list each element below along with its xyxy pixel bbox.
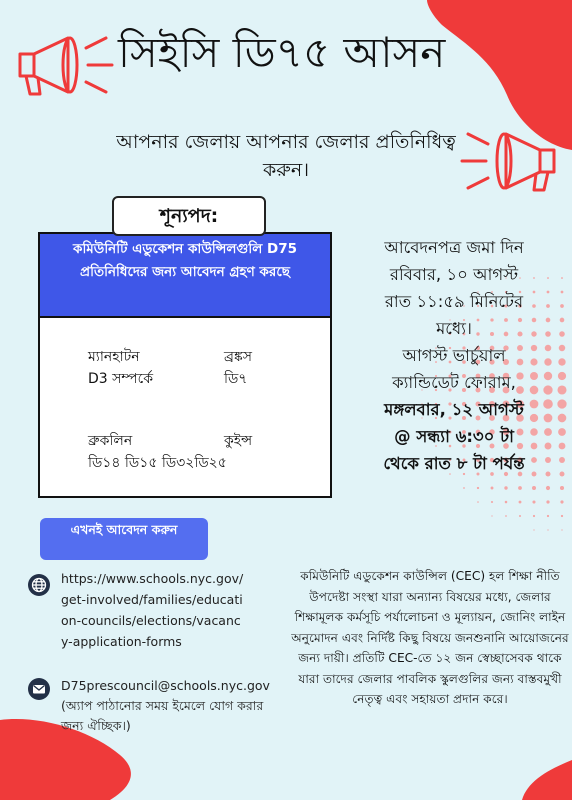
mail-icon bbox=[28, 678, 50, 700]
halftone-dot bbox=[561, 529, 562, 530]
vacancy-box bbox=[38, 232, 332, 498]
forum-date: মঙ্গলবার, ১২ আগস্ট bbox=[384, 400, 524, 419]
contact-email[interactable]: D75prescouncil@schools.nyc.gov bbox=[61, 678, 270, 693]
forum-time-end: থেকে রাত ৮ টা পর্যন্ত bbox=[383, 454, 525, 473]
halftone-dot bbox=[547, 529, 548, 530]
forum-time: @ সন্ধ্যা ৬:৩০ টা bbox=[394, 427, 514, 446]
apply-now-button[interactable]: এখনই আবেদন করুন bbox=[40, 518, 208, 560]
halftone-dot bbox=[463, 487, 465, 489]
application-link[interactable]: https://www.schools.nyc.gov/get-involved/families/education-councils/elections/vacancy-application-forms bbox=[61, 571, 244, 649]
page-title: সিইসি ডি৭৫ আসন bbox=[118, 28, 446, 77]
district-detail: ডি১৪ ডি১৫ ডি৩২ডি২৫ bbox=[88, 455, 227, 471]
district-detail: ডি৭ bbox=[224, 371, 248, 387]
halftone-dot bbox=[560, 486, 564, 490]
deadline-line: আগস্ট ভার্চুয়াল bbox=[402, 346, 506, 365]
contact-email-block bbox=[61, 676, 281, 736]
email-note: (অ্যাপ পাঠানোর সময় ইমেলে যোগ করার জন্য ঐচ্ছিক।) bbox=[61, 698, 264, 733]
halftone-dot bbox=[491, 501, 493, 503]
vacancy-box-header: কমিউনিটি এডুকেশন কাউন্সিলগুলি D75 প্রতিনিধিদের জন্য আবেদন গ্রহণ করছে bbox=[40, 234, 330, 318]
halftone-dot bbox=[546, 500, 549, 503]
deadline-line: রাত ১১:৫৯ মিনিটের bbox=[384, 292, 524, 311]
deadline-line: ক্যান্ডিডেট ফোরাম, bbox=[392, 373, 516, 392]
halftone-dot bbox=[491, 487, 494, 490]
halftone-dot bbox=[546, 486, 550, 490]
halftone-dot bbox=[477, 501, 479, 503]
halftone-dot bbox=[505, 501, 508, 504]
halftone-dot bbox=[560, 500, 563, 503]
halftone-dot bbox=[477, 487, 479, 489]
deadline-line: মধ্যে। bbox=[436, 319, 472, 338]
subtitle: আপনার জেলায় আপনার জেলার প্রতিনিধিত্ব করুন। bbox=[116, 131, 456, 181]
deadline-info bbox=[340, 234, 568, 477]
district-detail: D3 সম্পর্কে bbox=[88, 371, 154, 387]
halftone-dot bbox=[504, 486, 507, 489]
halftone-dot bbox=[533, 529, 534, 530]
globe-icon bbox=[28, 574, 50, 596]
halftone-dot bbox=[532, 486, 536, 490]
district-name: কুইন্স bbox=[224, 433, 253, 449]
megaphone-icon bbox=[8, 24, 116, 104]
deadline-line: আবেদনপত্র জমা দিন bbox=[384, 238, 524, 257]
halftone-dot bbox=[561, 515, 563, 517]
district-name: ব্রঙ্কস bbox=[224, 349, 252, 365]
halftone-dot bbox=[532, 500, 535, 503]
halftone-dot bbox=[518, 486, 522, 490]
halftone-dot bbox=[491, 515, 492, 516]
halftone-dot bbox=[533, 515, 535, 517]
cec-description: কমিউনিটি এডুকেশন কাউন্সিল (CEC) হল শিক্ষা নীতি উপদেষ্টা সংস্থা যারা অন্যান্য বিষয়ের মধ্যে, জেলার শিক্ষামূলক কর্মসূচি পর্যালোচনা ও মূল্যায়ন, জোনিং লাইন অনুমোদন এবং নির্দিষ্ট কিছু বিষয়ে জনশুনানি আয়োজনের জন্য দায়ী। প্রতিটি CEC-তে ১২ জন স্বেচ্ছাসেবক থাকে যারা তাদের জেলার পাবলিক স্কুলগুলির জন্য বাস্তবমুখী নেতৃত্ব এবং সহায়তা প্রদান করে। bbox=[291, 569, 569, 706]
halftone-dot bbox=[519, 501, 522, 504]
halftone-dot bbox=[519, 515, 521, 517]
district-name: ব্রুকলিন bbox=[88, 433, 133, 449]
halftone-dot bbox=[505, 515, 507, 517]
district-name: ম্যানহাটন bbox=[88, 349, 140, 365]
vacancy-label: শূন্যপদ: bbox=[112, 196, 266, 236]
red-blob-bottom-right bbox=[442, 760, 572, 800]
halftone-dot bbox=[547, 515, 549, 517]
deadline-line: রবিবার, ১০ আগস্ট bbox=[389, 265, 519, 284]
